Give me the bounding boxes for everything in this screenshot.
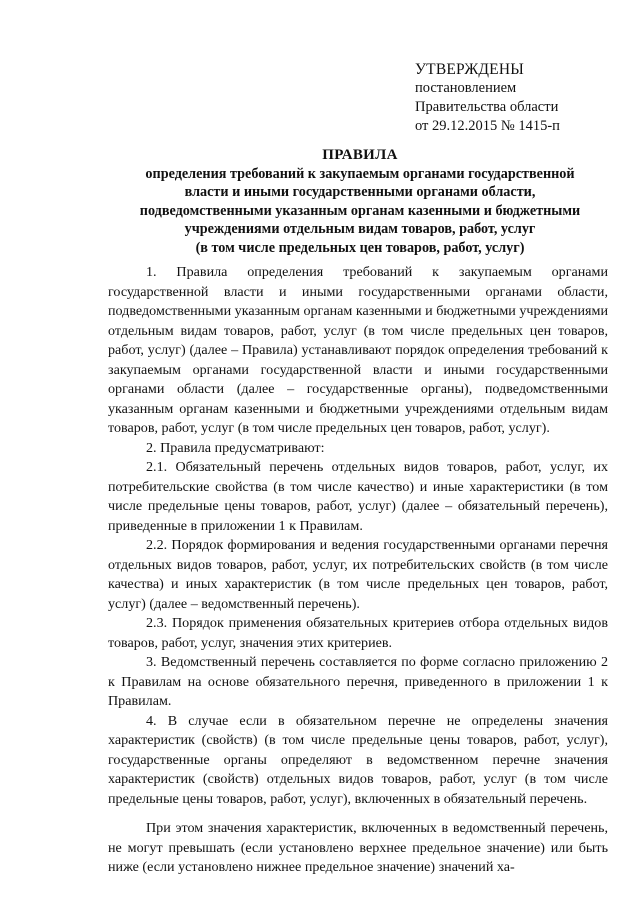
title-line-3: подведомственными указанным органам казенными и бюджетными (139, 202, 581, 219)
title-line-4: учреждениями отдельным видам товаров, работ, услуг (184, 221, 536, 237)
approval-stamp: УТВЕРЖДЕНЫ (415, 61, 524, 78)
approval-line-3: от 29.12.2015 № 1415-п (415, 118, 560, 134)
paragraph-1: 1. Правила определения требований к закупаемым органами государственной власти и иными государственными органами области, подведомственными указанным органам казенными и бюджетными учреждениями отдельным видам товаров, работ, услуг (в том числе предельных цен товаров, работ, услуг) (далее – Правила) устанавливают порядок определения требований к закупаемым органами государственной власти и иными государственными органами области (далее – государственные органы), подведомственными указанным органам казенными и бюджетными учреждениями отдельным видам товаров, работ, услуг (в том числе предельных цен товаров, работ, услуг). (108, 264, 608, 436)
title-line-1: определения требований к закупаемым органами государственной (145, 165, 575, 182)
document-body (108, 263, 608, 878)
paragraph-4-continued: При этом значения характеристик, включенных в ведомственный перечень, не могут превышать (если установлено верхнее предельное значение) или быть ниже (если установлено нижнее предельное значение) значений ха- (108, 820, 608, 875)
paragraph-2-1: 2.1. Обязательный перечень отдельных видов товаров, работ, услуг, их потребительские свойства (в том числе качество) и иные характеристики (в том числе предельные цены товаров, работ, услуг) (далее – обязательный перечень), приведенные в приложении 1 к Правилам. (108, 459, 608, 534)
paragraph-2-3: 2.3. Порядок применения обязательных критериев отбора отдельных видов товаров, работ, услуг, значения этих критериев. (108, 615, 608, 651)
title-main: ПРАВИЛА (322, 147, 398, 163)
paragraph-2: 2. Правила предусматривают: (146, 439, 325, 456)
approval-line-2: Правительства области (415, 99, 559, 115)
title-line-2: власти и иными государственными органами области, (184, 184, 536, 200)
paragraph-4: 4. В случае если в обязательном перечне не определены значения характеристик (свойств) (в том числе предельные цены товаров, работ, услуг), государственные органы определяют в ведомственном перечне значения характеристик (свойств) отдельных видов товаров, работ, услуг (в том числе предельные цены товаров, работ, услуг), включенных в обязательный перечень. (108, 712, 608, 807)
paragraph-3: 3. Ведомственный перечень составляется по форме согласно приложению 2 к Правилам на основе обязательного перечня, приведенного в приложении 1 к Правилам. (108, 654, 608, 709)
approval-block (415, 60, 560, 136)
approval-line-1: постановлением (415, 80, 517, 96)
title-line-5: (в том числе предельных цен товаров, работ, услуг) (195, 239, 525, 256)
document-title (95, 146, 625, 257)
paragraph-2-2: 2.2. Порядок формирования и ведения государственными органами перечня отдельных видов товаров, работ, услуг, их потребительских свойств (в том числе качества) и иных характеристик (в том числе предельных цен товаров, работ, услуг) (далее – ведомственный перечень). (108, 537, 608, 612)
